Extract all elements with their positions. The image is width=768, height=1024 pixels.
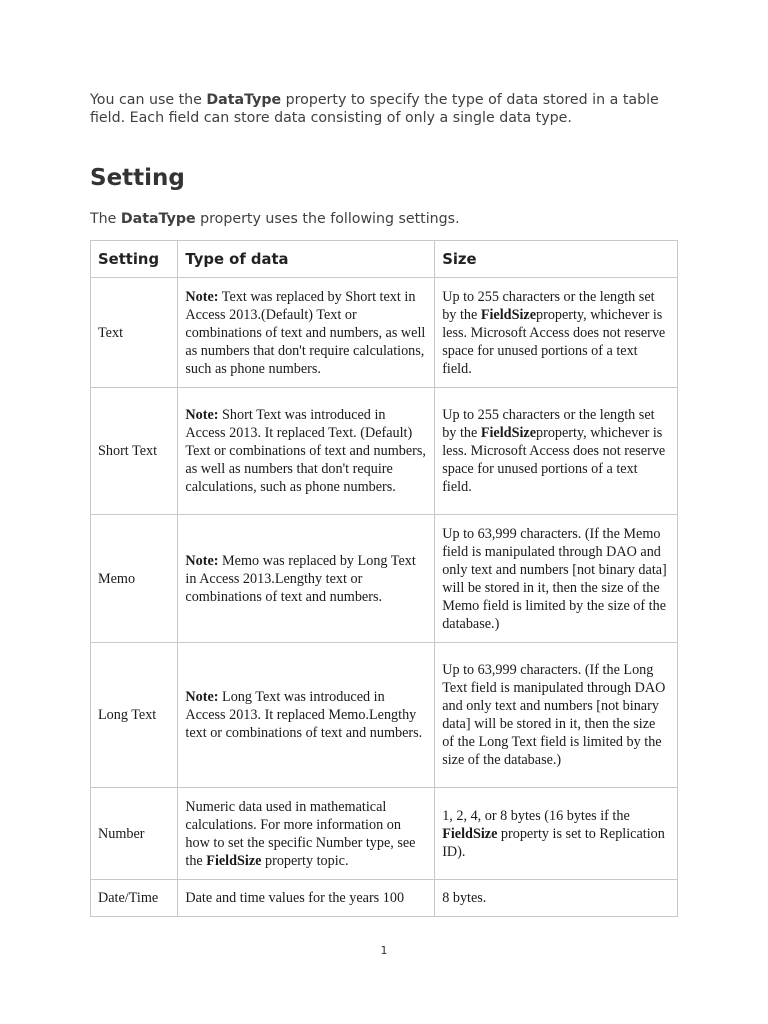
setting-cell: Long Text <box>91 643 178 788</box>
size-cell: Up to 255 characters or the length set by the FieldSizeproperty, whichever is less. Microsoft Access does not reserve space for unused portions of a text field. <box>435 388 678 515</box>
table-header-row <box>91 241 678 278</box>
intro-paragraph: You can use the DataType property to specify the type of data stored in a table field. Each field can store data consisting of only a single data type. <box>90 92 659 126</box>
header-setting: Setting <box>91 241 178 278</box>
table-row <box>91 643 678 788</box>
table-row <box>91 388 678 515</box>
setting-cell: Memo <box>91 515 178 643</box>
page-number: 1 <box>380 944 388 957</box>
table-row <box>91 880 678 917</box>
type-cell: Note: Short Text was introduced in Access 2013. It replaced Text. (Default) Text or combinations of text and numbers, as well as numbers that don't require calculations, such as phone numbers. <box>178 388 435 515</box>
type-cell: Note: Long Text was introduced in Access 2013. It replaced Memo.Lengthy text or combinations of text and numbers. <box>178 643 435 788</box>
size-cell: 8 bytes. <box>435 880 678 917</box>
setting-cell: Date/Time <box>91 880 178 917</box>
header-size: Size <box>435 241 678 278</box>
datatype-settings-table <box>90 240 678 917</box>
document-page <box>90 91 680 228</box>
datatype-term: DataType <box>206 92 282 108</box>
size-cell: Up to 255 characters or the length set by the FieldSizeproperty, whichever is less. Microsoft Access does not reserve space for unused portions of a text field. <box>435 278 678 388</box>
size-cell: Up to 63,999 characters. (If the Memo field is manipulated through DAO and only text and numbers [not binary data] will be stored in it, then the size of the Memo field is limited by the size of the database.) <box>435 515 678 643</box>
size-cell: Up to 63,999 characters. (If the Long Text field is manipulated through DAO and only text and numbers [not binary data] will be stored in it, then the size of the Long Text field is limited by the size of the database.) <box>435 643 678 788</box>
type-cell: Date and time values for the years 100 <box>178 880 435 917</box>
section-heading: Setting <box>90 165 185 191</box>
table-row <box>91 788 678 880</box>
table-row <box>91 515 678 643</box>
table-row <box>91 278 678 388</box>
size-cell: 1, 2, 4, or 8 bytes (16 bytes if the FieldSize property is set to Replication ID). <box>435 788 678 880</box>
setting-cell: Text <box>91 278 178 388</box>
type-cell: Numeric data used in mathematical calculations. For more information on how to set the specific Number type, see the FieldSize property topic. <box>178 788 435 880</box>
header-type-of-data: Type of data <box>178 241 435 278</box>
type-cell: Note: Text was replaced by Short text in Access 2013.(Default) Text or combinations of text and numbers, as well as numbers that don't require calculations, such as phone numbers. <box>178 278 435 388</box>
setting-cell: Number <box>91 788 178 880</box>
datatype-term: DataType <box>120 211 196 227</box>
settings-lead-paragraph: The DataType property uses the following settings. <box>90 211 460 227</box>
setting-cell: Short Text <box>91 388 178 515</box>
type-cell: Note: Memo was replaced by Long Text in Access 2013.Lengthy text or combinations of text and numbers. <box>178 515 435 643</box>
